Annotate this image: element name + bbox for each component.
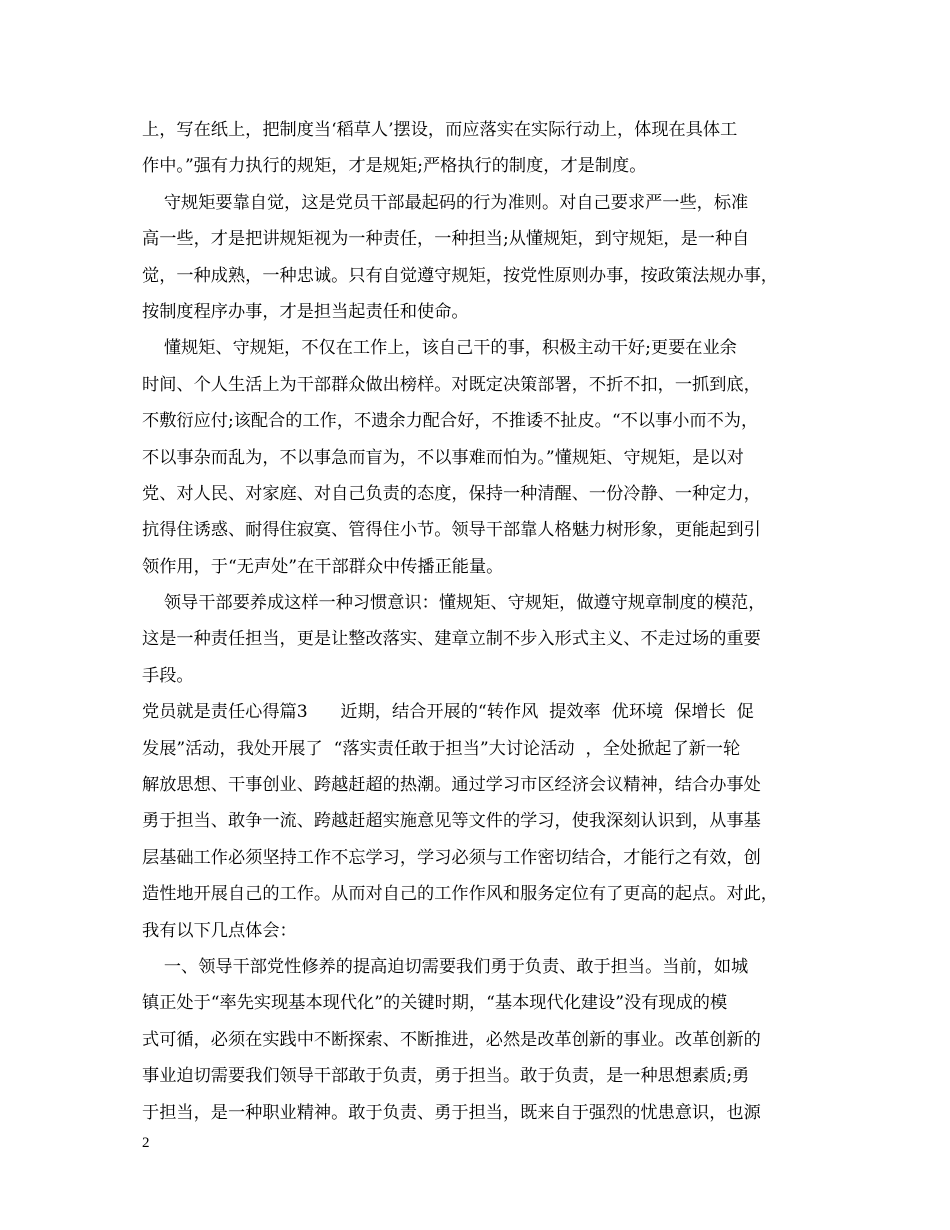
section-heading-line: 党员就是责任心得篇3 近期，结合开展的“转作风 提效率 优环境 保增长 促 — [142, 702, 754, 723]
text-line: 觉，一种成熟，一种忠诚。只有自觉遵守规矩，按党性原则办事，按政策法规办事， — [142, 265, 778, 286]
text-line: 上，写在纸上，把制度当‘稻草人’摆设，而应落实在实际行动上，体现在具体工 — [142, 120, 738, 140]
text-line: 造性地开展自己的工作。从而对自己的工作作风和服务定位有了更高的起点。对此， — [142, 884, 778, 905]
text-line: 按制度程序办事，才是担当起责任和使命。 — [142, 301, 469, 322]
text-line: 手段。 — [142, 665, 194, 686]
text-line: 事业迫切需要我们领导干部敢于负责，勇于担当。敢于负责，是一种思想素质;勇 — [142, 1066, 750, 1087]
body-text — [142, 112, 816, 1131]
text-line: 守规矩要靠自觉，这是党员干部最起码的行为准则。对自己要求严一些，标准 — [142, 192, 749, 213]
text-line: 不敷衍应付;该配合的工作，不遗余力配合好，不推诿不扯皮。“不以事小而不为， — [142, 411, 759, 432]
text-line: 时间、个人生活上为干部群众做出榜样。对既定决策部署，不折不扣，一抓到底， — [142, 374, 761, 395]
text-line: 高一些，才是把讲规矩视为一种责任，一种担当;从懂规矩，到守规矩，是一种自 — [142, 229, 750, 250]
text-line: 领导干部要养成这样一种习惯意识：懂规矩、守规矩，做遵守规章制度的模范， — [142, 593, 766, 614]
text-line: 抗得住诱惑、耐得住寂寞、管得住小节。领导干部靠人格魅力树形象，更能起到引 — [142, 520, 761, 541]
text-line: 党、对人民、对家庭、对自己负责的态度，保持一种清醒、一份冷静、一种定力， — [142, 483, 761, 504]
text-line: 勇于担当、敢争一流、跨越赶超实施意见等文件的学习，使我深刻认识到，从事基 — [142, 811, 761, 832]
text-line: 层基础工作必须坚持工作不忘学习，学习必须与工作密切结合，才能行之有效，创 — [142, 847, 761, 868]
text-line: 镇正处于“率先实现基本现代化”的关键时期，“基本现代化建设”没有现成的模 — [142, 993, 728, 1014]
text-line: 一、领导干部党性修养的提高迫切需要我们勇于负责、敢于担当。当前，如城 — [142, 956, 749, 977]
text-line: 这是一种责任担当，更是让整改落实、建章立制不步入形式主义、不走过场的重要 — [142, 629, 761, 650]
text-line: 懂规矩、守规矩，不仅在工作上，该自己干的事，积极主动干好;更要在业余 — [142, 338, 737, 359]
text-line: 发展”活动，我处开展了 “落实责任敢于担当”大讨论活动 ，全处掀起了新一轮 — [142, 738, 741, 759]
text-line: 我有以下几点体会： — [142, 920, 297, 941]
page-number: 2 — [142, 1135, 150, 1151]
text-line: 不以事杂而乱为，不以事急而盲为，不以事难而怕为。”懂规矩、守规矩，是以对 — [142, 447, 744, 468]
text-line: 解放思想、干事创业、跨越赶超的热潮。通过学习市区经济会议精神，结合办事处 — [142, 775, 761, 796]
text-line: 作中。”强有力执行的规矩，才是规矩;严格执行的制度，才是制度。 — [142, 156, 647, 177]
text-line: 领作用，于“无声处”在干部群众中传播正能量。 — [142, 556, 504, 577]
text-line: 于担当，是一种职业精神。敢于负责、勇于担当，既来自于强烈的忧患意识，也源 — [142, 1102, 761, 1123]
text-line: 式可循，必须在实践中不断探索、不断推进，必然是改革创新的事业。改革创新的 — [142, 1029, 761, 1050]
